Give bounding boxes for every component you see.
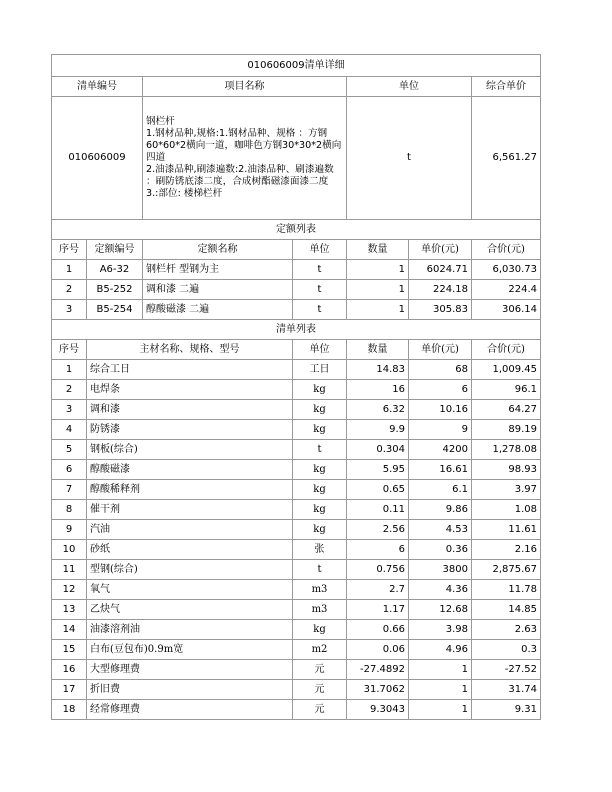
material-cell: 6.1 <box>409 480 472 500</box>
quota-cell: B5-252 <box>87 280 143 300</box>
material-cell: 1.08 <box>472 500 541 520</box>
material-cell: 12.68 <box>409 600 472 620</box>
quota-cell: B5-254 <box>87 300 143 320</box>
material-cell: t <box>293 440 347 460</box>
material-row <box>52 500 541 520</box>
material-cell: 油漆溶剂油 <box>87 620 293 640</box>
materials-column-header: 单价(元) <box>409 340 472 360</box>
material-cell: 2.16 <box>472 540 541 560</box>
quota-cell: 2 <box>52 280 87 300</box>
material-cell: 经常修理费 <box>87 700 293 720</box>
material-cell: 96.1 <box>472 380 541 400</box>
material-cell: 9.31 <box>472 700 541 720</box>
material-cell: kg <box>293 380 347 400</box>
material-cell: 13 <box>52 600 87 620</box>
material-cell: 4.96 <box>409 640 472 660</box>
material-cell: 白布(豆包布)0.9m宽 <box>87 640 293 660</box>
material-cell: 防锈漆 <box>87 420 293 440</box>
material-cell: 5.95 <box>347 460 409 480</box>
material-row <box>52 420 541 440</box>
material-cell: 10.16 <box>409 400 472 420</box>
material-cell: 0.06 <box>347 640 409 660</box>
material-cell: 综合工日 <box>87 360 293 380</box>
material-cell: 1 <box>409 700 472 720</box>
material-cell: 16 <box>347 380 409 400</box>
material-cell: 0.66 <box>347 620 409 640</box>
material-cell: 4.53 <box>409 520 472 540</box>
material-cell: 0.756 <box>347 560 409 580</box>
quota-cell: A6-32 <box>87 260 143 280</box>
material-row <box>52 380 541 400</box>
material-cell: 6.32 <box>347 400 409 420</box>
material-row <box>52 600 541 620</box>
quota-row <box>52 280 541 300</box>
material-cell: 催干剂 <box>87 500 293 520</box>
material-cell: 1.17 <box>347 600 409 620</box>
material-cell: kg <box>293 500 347 520</box>
item-price: 6,561.27 <box>472 97 541 220</box>
material-cell: 14.85 <box>472 600 541 620</box>
material-cell: 2.7 <box>347 580 409 600</box>
material-cell: 型钢(综合) <box>87 560 293 580</box>
quota-section-title: 定额列表 <box>52 220 541 240</box>
material-cell: 0.65 <box>347 480 409 500</box>
material-cell: 0.304 <box>347 440 409 460</box>
material-cell: -27.52 <box>472 660 541 680</box>
quota-cell: 224.18 <box>409 280 472 300</box>
material-row <box>52 660 541 680</box>
material-cell: 2.63 <box>472 620 541 640</box>
material-cell: 6 <box>347 540 409 560</box>
material-cell: t <box>293 560 347 580</box>
header-name: 项目名称 <box>143 77 347 97</box>
material-cell: 乙炔气 <box>87 600 293 620</box>
material-cell: kg <box>293 420 347 440</box>
material-row <box>52 580 541 600</box>
materials-column-header: 数量 <box>347 340 409 360</box>
material-row <box>52 360 541 380</box>
material-cell: 工日 <box>293 360 347 380</box>
quota-cell: t <box>293 300 347 320</box>
table-title: 010606009清单详细 <box>52 55 541 77</box>
material-cell: 17 <box>52 680 87 700</box>
quota-cell: 224.4 <box>472 280 541 300</box>
material-cell: 0.11 <box>347 500 409 520</box>
material-cell: 11.78 <box>472 580 541 600</box>
material-cell: 6 <box>52 460 87 480</box>
item-unit: t <box>347 97 472 220</box>
material-cell: 醇酸磁漆 <box>87 460 293 480</box>
material-cell: 16.61 <box>409 460 472 480</box>
quota-cell: 6024.71 <box>409 260 472 280</box>
material-cell: 15 <box>52 640 87 660</box>
material-row <box>52 680 541 700</box>
quota-column-header: 数量 <box>347 240 409 260</box>
material-cell: 14 <box>52 620 87 640</box>
materials-column-header: 合价(元) <box>472 340 541 360</box>
bill-detail-table <box>51 54 541 720</box>
material-cell: 31.7062 <box>347 680 409 700</box>
material-cell: m2 <box>293 640 347 660</box>
material-cell: 11 <box>52 560 87 580</box>
quota-cell: t <box>293 260 347 280</box>
material-cell: 2 <box>52 380 87 400</box>
material-cell: kg <box>293 520 347 540</box>
material-cell: m3 <box>293 600 347 620</box>
material-cell: 5 <box>52 440 87 460</box>
material-cell: kg <box>293 480 347 500</box>
material-cell: 1 <box>52 360 87 380</box>
material-cell: 4 <box>52 420 87 440</box>
quota-column-header: 定额编号 <box>87 240 143 260</box>
quota-row <box>52 300 541 320</box>
material-cell: 9 <box>409 420 472 440</box>
quota-header-row <box>52 240 541 260</box>
material-cell: 1,278.08 <box>472 440 541 460</box>
material-cell: kg <box>293 620 347 640</box>
material-cell: 4200 <box>409 440 472 460</box>
material-cell: kg <box>293 460 347 480</box>
material-cell: 大型修理费 <box>87 660 293 680</box>
material-row <box>52 640 541 660</box>
header-price: 综合单价 <box>472 77 541 97</box>
material-cell: 64.27 <box>472 400 541 420</box>
material-cell: 7 <box>52 480 87 500</box>
quota-cell: 1 <box>347 260 409 280</box>
materials-column-header: 主材名称、规格、型号 <box>87 340 293 360</box>
material-cell: 1 <box>409 680 472 700</box>
material-row <box>52 520 541 540</box>
material-cell: 砂纸 <box>87 540 293 560</box>
material-cell: 2.56 <box>347 520 409 540</box>
quota-column-header: 序号 <box>52 240 87 260</box>
material-cell: 醇酸稀释剂 <box>87 480 293 500</box>
quota-cell: 1 <box>347 300 409 320</box>
material-row <box>52 560 541 580</box>
material-cell: 汽油 <box>87 520 293 540</box>
quota-column-header: 定额名称 <box>143 240 293 260</box>
material-cell: 31.74 <box>472 680 541 700</box>
material-cell: 钢板(综合) <box>87 440 293 460</box>
material-row <box>52 540 541 560</box>
quota-cell: 305.83 <box>409 300 472 320</box>
material-cell: 0.36 <box>409 540 472 560</box>
material-cell: 11.61 <box>472 520 541 540</box>
material-cell: 氧气 <box>87 580 293 600</box>
material-cell: 18 <box>52 700 87 720</box>
material-row <box>52 460 541 480</box>
quota-column-header: 合价(元) <box>472 240 541 260</box>
material-cell: 3.97 <box>472 480 541 500</box>
material-cell: -27.4892 <box>347 660 409 680</box>
material-cell: 0.3 <box>472 640 541 660</box>
material-cell: kg <box>293 400 347 420</box>
materials-section-title: 清单列表 <box>52 320 541 340</box>
material-cell: 98.93 <box>472 460 541 480</box>
material-row <box>52 700 541 720</box>
material-row <box>52 440 541 460</box>
quota-cell: 1 <box>347 280 409 300</box>
material-row <box>52 620 541 640</box>
material-row <box>52 400 541 420</box>
material-cell: 1 <box>409 660 472 680</box>
quota-cell: 6,030.73 <box>472 260 541 280</box>
material-cell: 3800 <box>409 560 472 580</box>
material-cell: 元 <box>293 700 347 720</box>
quota-cell: 调和漆 二遍 <box>143 280 293 300</box>
material-cell: 折旧费 <box>87 680 293 700</box>
material-cell: 8 <box>52 500 87 520</box>
material-cell: 16 <box>52 660 87 680</box>
material-cell: 1,009.45 <box>472 360 541 380</box>
material-cell: 6 <box>409 380 472 400</box>
materials-column-header: 单位 <box>293 340 347 360</box>
material-cell: 14.83 <box>347 360 409 380</box>
material-row <box>52 480 541 500</box>
quota-cell: 钢栏杆 型钢为主 <box>143 260 293 280</box>
quota-cell: 1 <box>52 260 87 280</box>
material-cell: 张 <box>293 540 347 560</box>
quota-cell: 3 <box>52 300 87 320</box>
quota-column-header: 单价(元) <box>409 240 472 260</box>
material-cell: 元 <box>293 680 347 700</box>
material-cell: 9.9 <box>347 420 409 440</box>
material-cell: 3.98 <box>409 620 472 640</box>
quota-cell: 306.14 <box>472 300 541 320</box>
item-description: 钢栏杆 1.钢材品种,规格:1.钢材品种、规格 ：方钢60*60*2横向一道，咖啡色方钢30*30*2横向四道 2.油漆品种,刷漆遍数:2.油漆品种、刷漆遍数 ：刷防锈底漆二度，合成树酯磁漆面漆二度 3.:部位: 楼梯栏杆 <box>146 116 342 199</box>
material-cell: 调和漆 <box>87 400 293 420</box>
material-cell: 68 <box>409 360 472 380</box>
material-cell: 12 <box>52 580 87 600</box>
quota-cell: t <box>293 280 347 300</box>
header-code: 清单编号 <box>52 77 143 97</box>
material-cell: 89.19 <box>472 420 541 440</box>
material-cell: 4.36 <box>409 580 472 600</box>
material-cell: 元 <box>293 660 347 680</box>
material-cell: 9.3043 <box>347 700 409 720</box>
materials-header-row <box>52 340 541 360</box>
material-cell: m3 <box>293 580 347 600</box>
quota-row <box>52 260 541 280</box>
material-cell: 10 <box>52 540 87 560</box>
quota-cell: 醇酸磁漆 二遍 <box>143 300 293 320</box>
materials-column-header: 序号 <box>52 340 87 360</box>
material-cell: 3 <box>52 400 87 420</box>
material-cell: 电焊条 <box>87 380 293 400</box>
material-cell: 9 <box>52 520 87 540</box>
header-unit: 单位 <box>347 77 472 97</box>
item-code: 010606009 <box>52 97 143 220</box>
material-cell: 2,875.67 <box>472 560 541 580</box>
quota-column-header: 单位 <box>293 240 347 260</box>
material-cell: 9.86 <box>409 500 472 520</box>
